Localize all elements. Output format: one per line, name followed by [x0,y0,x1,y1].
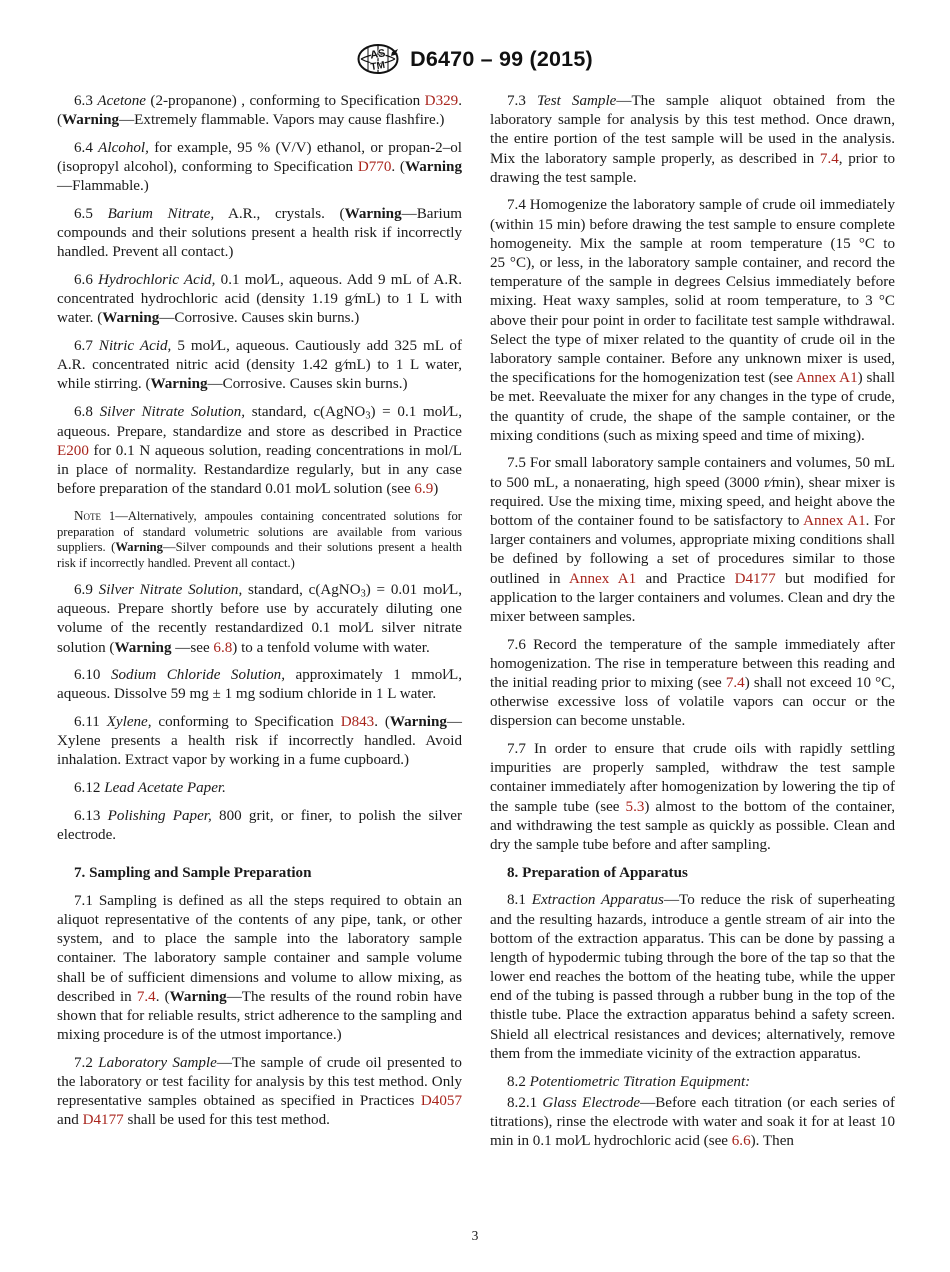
reference-link-7-4[interactable]: 7.4 [725,674,745,691]
para-title: Acetone [97,93,146,109]
reference-link-annex-a1[interactable]: Annex A1 [795,370,858,387]
para-number: 6.7 [74,338,93,355]
para-number: 6.6 [74,272,93,288]
paragraph-7-2: 7.2 Laboratory Sample—The sample of crude oil presented to the laboratory or test facility for analysis by this test method. Only representative samples obtained as specified in Practices D4057 and D4177 shall be used for this test method. [57,1054,462,1129]
para-title: Test Sample [537,93,617,109]
warning-label: Warning [150,376,208,393]
subscript-3: 3 [365,410,371,422]
para-number: 6.4 [74,139,93,156]
reference-link-5-3[interactable]: 5.3 [625,798,645,815]
warning-label: Warning [389,714,447,731]
para-title: Alcohol, [98,139,149,156]
paragraph-6-9: 6.9 Silver Nitrate Solution, standard, c(AgNO$_3$) = 0.01 mol∕L, aqueous. Prepare shortly before use by accurately diluting one volume of the recently restandardized 0.1 mol∕L silver nitrate solution (Warning —see 6.8) to a tenfold volume with water. [57,581,462,656]
para-number: 6.8 [74,404,93,421]
para-number: 7.1 [74,892,93,909]
paragraph-6-6: 6.6 Hydrochloric Acid, 0.1 mol∕L, aqueous. Add 9 mL of A.R. concentrated hydrochloric acid (density 1.19 g∕mL) to 1 L with water. (Warning—Corrosive. Causes skin burns.) [57,272,463,327]
warning-label: Warning [102,310,160,327]
note-number: 1 [101,508,116,523]
para-number: 6.5 [74,205,93,222]
para-title: Barium Nitrate, [107,205,215,222]
para-number: 8.2 [507,1073,526,1090]
paragraph-7-5: 7.5 For small laboratory sample containers and volumes, 50 mL to 500 mL, a nonaerating, high speed (3000 r∕min), shear mixer is required. Use the mixing time, mixing speed, and height above the bottom of the container found to be satisfactory to Annex A1. For larger containers and volumes, appropriate mixing conditions shall be defined by following a set of procedures similar to those outlined in Annex A1 and Practice D4177 but modified for application to the larger containers and volumes. Clean and dry the mixer between samples. [490,455,895,625]
para-number: 6.11 [74,714,100,731]
reference-link-e200[interactable]: E200 [57,442,89,459]
para-number: 7.4 [507,197,526,214]
para-number: 7.5 [507,455,526,472]
paragraph-6-3: 6.3 Acetone (2-propanone) , conforming to Specification D329. (Warning—Extremely flammable. Vapors may cause flashfire.) [57,93,462,129]
para-title: Potentiometric Titration Equipment: [529,1073,751,1090]
paragraph-7-1: 7.1 Sampling is defined as all the steps required to obtain an aliquot representative of the contents of any pipe, tank, or other system, and to place the sample into the laboratory sample container. The laboratory sample container and sample volume shall be of sufficient dimensions and volume to allow mixing, as described in 7.4. (Warning—The results of the round robin have shown that for reliable results, strict adherence to the sampling and mixing procedure is of the utmost importance.) [57,892,462,1044]
para-number: 6.3 [74,93,93,109]
paragraph-6-4: 6.4 Alcohol, for example, 95 % (V/V) ethanol, or propan-2–ol (isopropyl alcohol), conforming to Specification D770. (Warning—Flammable.) [57,139,462,195]
paragraph-6-5: 6.5 Barium Nitrate, A.R., crystals. (Warning—Barium compounds and their solutions present a health risk if incorrectly handled. Prevent all contact.) [57,205,462,261]
reference-link-d4177[interactable]: D4177 [734,570,776,587]
warning-label: Warning [115,540,163,555]
para-title: Extraction Apparatus [531,892,664,909]
paragraph-7-4: 7.4 Homogenize the laboratory sample of crude oil immediately (within 15 min) before drawing the test sample to ensure complete homogeneity. Mix the sample at room temperature (15 °C to 25 °C), or less, in the laboratory sample container, and record the temperature of the sample in degrees Celsius immediately before mixing. Heat waxy samples, solid at room temperature, to 3 °C above their pour point in order to facilitate test sample withdrawal. Select the type of mixer related to the quantity of crude oil in the laboratory sample container. Before any unknown mixer is used, the specifications for the homogenization test (see Annex A1) shall be met. Reevaluate the mixer for any changes in the type of crude, the quantity of crude, the shape of the sample container, or the mixing conditions (such as mixing speed and time of mixing). [490,197,895,444]
paragraph-7-3: 7.3 Test Sample—The sample aliquot obtained from the laboratory sample for analysis by this test method. Once drawn, the entire portion of the test sample will be used in the analysis. Mix the laboratory sample properly, as described in 7.4, prior to drawing the test sample. [490,93,895,186]
warning-label: Warning [114,639,172,656]
para-title: Hydrochloric Acid, [98,272,216,288]
page-footer [0,1228,950,1244]
left-column [57,92,462,1160]
reference-link-d4177[interactable]: D4177 [82,1112,124,1129]
section-heading-7: 7. Sampling and Sample Preparation [74,865,312,882]
para-number: 7.7 [507,741,526,757]
para-number: 7.6 [507,636,526,653]
reference-link-d329[interactable]: D329 [424,93,459,109]
para-number: 6.12 [74,780,101,797]
reference-link-d843[interactable]: D843 [340,714,375,731]
paragraph-8-1: 8.1 Extraction Apparatus—To reduce the risk of superheating and the resulting hazards, introduce a gentle stream of air into the bottom of the extraction apparatus. This can be done by passing a length of hypodermic tubing through the bore of the tap so that the lower end reaches the bottom of the heating tube, while the upper end of the tubing is passed through a rubber bung in the top of the thistle tube. Place the extraction apparatus behind a safety screen. Shield all electrical resistances and devices; alternatively, remove them from the immediate vicinity of the extraction apparatus. [490,892,895,1062]
paragraph-6-10: 6.10 Sodium Chloride Solution, approximately 1 mmol∕L, aqueous. Dissolve 59 mg ± 1 mg sodium chloride in 1 L water. [57,667,462,703]
reference-link-6-6[interactable]: 6.6 [731,1133,751,1150]
para-title: Nitric Acid, [98,338,172,355]
paragraph-7-7: 7.7 In order to ensure that crude oils with rapidly settling impurities are properly sampled, withdraw the test sample container immediately after homogenization by lowering the tip of the sample tube (see 5.3) almost to the bottom of the container, and withdrawing the test sample as quickly as possible. Clean and dry the sample tube before and after sampling. [490,741,895,853]
warning-label: Warning [344,205,402,222]
para-number: 7.3 [507,93,526,109]
paragraph-6-7: 6.7 Nitric Acid, 5 mol∕L, aqueous. Cautiously add 325 mL of A.R. concentrated nitric acid (density 1.42 g∕mL) to 1 L water, while stirring. (Warning—Corrosive. Causes skin burns.) [57,338,462,393]
reference-link-6-8[interactable]: 6.8 [213,639,233,656]
para-number: 6.9 [74,581,93,598]
svg-text:TM: TM [369,59,386,74]
reference-link-d770[interactable]: D770 [357,159,392,176]
para-number: 8.1 [507,892,526,909]
document-designation: D6470 – 99 (2015) [410,46,593,71]
para-title: Polishing Paper, [107,807,212,824]
paragraph-6-12 [57,779,462,798]
right-column [490,92,895,1160]
note-label: Note [74,507,102,523]
para-text: (2-propanone) , conforming to Specification [145,93,425,109]
astm-logo-icon [357,44,399,74]
para-title: Silver Nitrate Solution, [98,581,243,598]
para-number: 6.10 [74,667,101,684]
para-title: Laboratory Sample [98,1054,217,1071]
para-number: 8.2.1 [507,1094,538,1111]
para-title: Xylene, [106,714,152,731]
warning-label: Warning [404,159,462,176]
reference-link-annex-a1[interactable]: Annex A1 [569,570,637,587]
paragraph-6-8: 6.8 Silver Nitrate Solution, standard, c(AgNO$_3$) = 0.1 mol∕L, aqueous. Prepare, standardize and store as described in Practice E200 for 0.1 N aqueous solution, reading concentrations in mol/L in place of normality. Restandardize regularly, but in any case before preparation of the standard 0.01 mol∕L solution (see 6.9) [57,404,462,498]
para-number: 7.2 [74,1054,93,1071]
reference-link-d4057[interactable]: D4057 [420,1093,462,1110]
reference-link-7-4[interactable]: 7.4 [136,988,156,1005]
paragraph-6-11: 6.11 Xylene, conforming to Specification D843. (Warning—Xylene presents a health risk if incorrectly handled. Avoid inhalation. Extract vapor by working in a fume cupboard.) [57,714,463,769]
reference-link-6-9[interactable]: 6.9 [414,481,434,498]
warning-label: Warning [62,112,120,129]
svg-text:AS: AS [369,47,387,62]
paragraph-7-6: 7.6 Record the temperature of the sample immediately after homogenization. The rise in temperature between this reading and the initial reading prior to mixing (see 7.4) shall not exceed 10 °C, otherwise excessive loss of volatile vapors can occur or the dispersion can become unstable. [490,636,895,730]
para-title: Glass Electrode [542,1094,641,1111]
para-title: Sodium Chloride Solution, [110,667,285,684]
paragraph-8-2-1: 8.2.1 Glass Electrode—Before each titration (or each series of titrations), rinse the electrode with water and soak it for at least 10 min in 0.1 mol∕L hydrochloric acid (see 6.6). Then [490,1094,896,1150]
reference-link-7-4[interactable]: 7.4 [819,150,839,167]
page-number: 3 [471,1228,479,1243]
paragraph-8-2 [490,1073,895,1092]
page-header [0,44,950,74]
paragraph-6-13: 6.13 Polishing Paper, 800 grit, or finer, to polish the silver electrode. [57,807,462,843]
subscript-3: 3 [360,588,366,600]
para-title: Silver Nitrate Solution, [99,404,246,421]
two-column-body [57,92,895,1160]
note-1: Note 1—Alternatively, ampoules containing concentrated solutions for preparation of standard volumetric solutions are available from various suppliers. (Warning—Silver compounds and their solutions present a health risk if incorrectly handled. Prevent all contact.) [57,507,463,570]
para-title: Lead Acetate Paper. [104,780,226,797]
para-number: 6.13 [74,807,101,824]
warning-label: Warning [169,988,227,1005]
reference-link-annex-a1[interactable]: Annex A1 [803,512,866,529]
section-heading-8: 8. Preparation of Apparatus [507,864,688,881]
